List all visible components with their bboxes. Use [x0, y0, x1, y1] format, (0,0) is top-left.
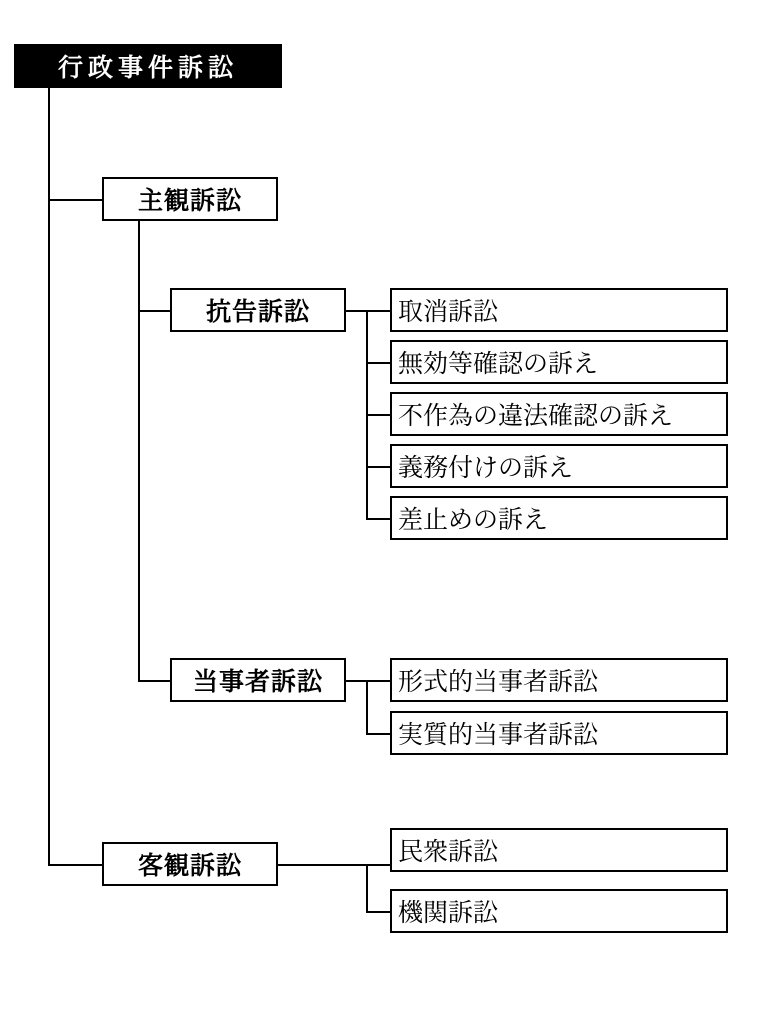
leaf-keishikiteki-tojisha: [390, 658, 728, 702]
connector-tojisha-trunk: [366, 680, 368, 734]
connector-root-to-shukan: [48, 199, 102, 201]
leaf-sashitome: [390, 496, 728, 540]
leaf-fusakui-ihou-kakunin-label: 不作為の違法確認の訴え: [398, 401, 674, 430]
node-kokoku-sosho: [170, 288, 346, 332]
connector-kokoku-to-child-3: [366, 414, 392, 416]
connector-kokoku-to-child-4: [366, 466, 392, 468]
connector-kokoku-to-child-2: [366, 362, 392, 364]
node-kokoku-sosho-label: 抗告訴訟: [205, 297, 310, 326]
connector-root-trunk: [48, 88, 50, 866]
root-node-gyosei-jiken-sosho: [14, 44, 282, 88]
leaf-keishikiteki-tojisha-label: 形式的当事者訴訟: [398, 667, 599, 696]
leaf-mukoto-kakunin: [390, 340, 728, 384]
node-shukan-sosho-label: 主観訴訟: [137, 186, 242, 215]
connector-kokoku-to-child-5: [366, 518, 392, 520]
connector-tojisha-to-child-1: [346, 680, 392, 682]
connector-kyakkan-to-child-1: [278, 864, 392, 866]
root-node-label: 行政事件訴訟: [57, 53, 238, 82]
leaf-torikeshi-sosho-label: 取消訴訟: [398, 297, 499, 326]
leaf-sashitome-label: 差止めの訴え: [398, 505, 549, 534]
connector-shukan-to-kokoku: [138, 310, 170, 312]
node-tojisha-sosho-label: 当事者訴訟: [192, 667, 323, 696]
connector-shukan-trunk: [138, 221, 140, 681]
leaf-kikan-sosho-label: 機関訴訟: [398, 898, 499, 927]
leaf-minshu-sosho-label: 民衆訴訟: [398, 837, 499, 866]
leaf-fusakui-ihou-kakunin: [390, 392, 728, 436]
node-kyakkan-sosho-label: 客観訴訟: [137, 851, 242, 880]
node-tojisha-sosho: [170, 658, 346, 702]
connector-root-to-kyakkan: [48, 864, 102, 866]
connector-tojisha-to-child-2: [366, 733, 392, 735]
leaf-mukoto-kakunin-label: 無効等確認の訴え: [398, 349, 599, 378]
leaf-jisshitsuteki-tojisha-label: 実質的当事者訴訟: [398, 720, 599, 749]
leaf-minshu-sosho: [390, 828, 728, 872]
connector-shukan-to-tojisha: [138, 680, 170, 682]
node-kyakkan-sosho: [102, 842, 278, 886]
leaf-torikeshi-sosho: [390, 288, 728, 332]
connector-kyakkan-to-child-2: [366, 911, 392, 913]
connector-kokoku-to-child-1: [346, 310, 392, 312]
node-shukan-sosho: [102, 177, 278, 221]
leaf-jisshitsuteki-tojisha: [390, 711, 728, 755]
leaf-kikan-sosho: [390, 889, 728, 933]
leaf-gimuzuke-label: 義務付けの訴え: [398, 453, 574, 482]
connector-kyakkan-trunk: [366, 864, 368, 912]
leaf-gimuzuke: [390, 444, 728, 488]
